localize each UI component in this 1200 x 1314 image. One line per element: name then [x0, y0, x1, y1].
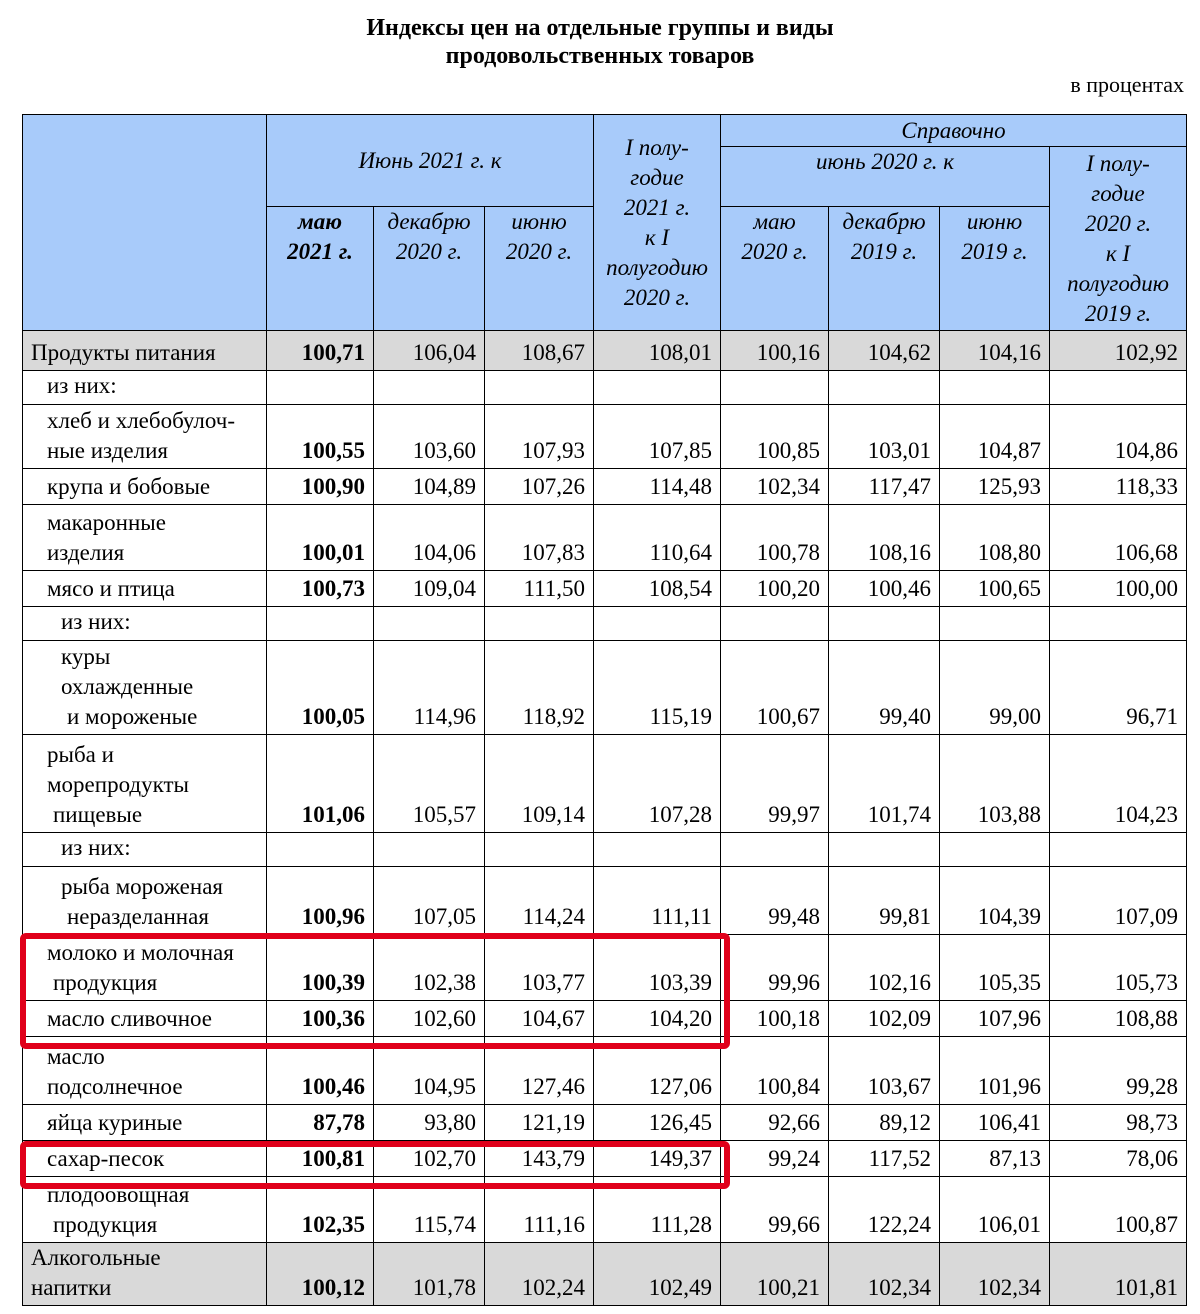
cell-value: 99,24 — [721, 1141, 829, 1177]
table-row — [23, 571, 1187, 607]
cell-value: 102,49 — [594, 1243, 721, 1306]
cell-value: 100,84 — [721, 1037, 829, 1105]
header-col-dec-2020: декабрю 2020 г. — [374, 207, 485, 331]
table-body — [23, 331, 1187, 1306]
cell-value — [374, 607, 485, 641]
cell-value: 114,96 — [374, 641, 485, 735]
row-label: из них: — [23, 607, 267, 641]
cell-value: 104,62 — [829, 331, 940, 371]
cell-value — [594, 833, 721, 867]
cell-value: 100,12 — [267, 1243, 374, 1306]
cell-value — [721, 607, 829, 641]
cell-value — [1050, 607, 1187, 641]
cell-value: 102,09 — [829, 1001, 940, 1037]
cell-value: 106,01 — [940, 1177, 1050, 1243]
cell-value: 125,93 — [940, 469, 1050, 505]
header-col-jun-2019: июню 2019 г. — [940, 207, 1050, 331]
cell-value: 111,11 — [594, 867, 721, 935]
cell-value: 104,95 — [374, 1037, 485, 1105]
table-row — [23, 1243, 1187, 1306]
cell-value: 96,71 — [1050, 641, 1187, 735]
cell-value — [594, 607, 721, 641]
cell-value: 110,64 — [594, 505, 721, 571]
cell-value — [721, 371, 829, 405]
cell-value: 101,06 — [267, 735, 374, 833]
cell-value: 100,67 — [721, 641, 829, 735]
cell-value: 149,37 — [594, 1141, 721, 1177]
cell-value: 99,40 — [829, 641, 940, 735]
cell-value: 104,86 — [1050, 405, 1187, 469]
cell-value: 98,73 — [1050, 1105, 1187, 1141]
cell-value: 103,67 — [829, 1037, 940, 1105]
table-row — [23, 641, 1187, 735]
cell-value — [267, 607, 374, 641]
cell-value: 104,39 — [940, 867, 1050, 935]
header-half-year-2020: I полу- годие 2020 г. к I полугодию 2019 г. — [1050, 147, 1187, 331]
cell-value: 104,16 — [940, 331, 1050, 371]
row-label: сахар-песок — [23, 1141, 267, 1177]
cell-value — [1050, 371, 1187, 405]
cell-value: 104,06 — [374, 505, 485, 571]
cell-value: 100,36 — [267, 1001, 374, 1037]
cell-value: 106,04 — [374, 331, 485, 371]
price-index-table — [22, 114, 1187, 1306]
cell-value: 105,57 — [374, 735, 485, 833]
cell-value: 127,46 — [485, 1037, 594, 1105]
row-label: масло подсолнечное — [23, 1037, 267, 1105]
cell-value: 92,66 — [721, 1105, 829, 1141]
header-col-may-2021: маю 2021 г. — [267, 207, 374, 331]
table-row — [23, 1001, 1187, 1037]
cell-value: 100,73 — [267, 571, 374, 607]
cell-value: 108,67 — [485, 331, 594, 371]
table-row — [23, 867, 1187, 935]
cell-value: 99,81 — [829, 867, 940, 935]
cell-value: 102,34 — [940, 1243, 1050, 1306]
cell-value — [940, 607, 1050, 641]
cell-value: 102,60 — [374, 1001, 485, 1037]
cell-value — [267, 833, 374, 867]
cell-value: 100,16 — [721, 331, 829, 371]
cell-value: 101,74 — [829, 735, 940, 833]
cell-value: 109,14 — [485, 735, 594, 833]
row-label: крупа и бобовые — [23, 469, 267, 505]
cell-value: 100,85 — [721, 405, 829, 469]
header-group-june: Июнь 2021 г. к — [267, 115, 594, 207]
cell-value: 100,90 — [267, 469, 374, 505]
cell-value: 99,00 — [940, 641, 1050, 735]
header-half-year-2021: I полу- годие 2021 г. к I полугодию 2020 г. — [594, 115, 721, 331]
cell-value: 102,35 — [267, 1177, 374, 1243]
cell-value: 127,06 — [594, 1037, 721, 1105]
cell-value: 100,78 — [721, 505, 829, 571]
cell-value: 102,92 — [1050, 331, 1187, 371]
row-label: макаронные изделия — [23, 505, 267, 571]
cell-value — [374, 833, 485, 867]
cell-value: 100,05 — [267, 641, 374, 735]
cell-value — [829, 371, 940, 405]
cell-value: 105,35 — [940, 935, 1050, 1001]
cell-value: 93,80 — [374, 1105, 485, 1141]
cell-value: 100,00 — [1050, 571, 1187, 607]
page-title — [0, 14, 1200, 70]
cell-value: 106,41 — [940, 1105, 1050, 1141]
table-row — [23, 331, 1187, 371]
cell-value: 104,87 — [940, 405, 1050, 469]
cell-value: 103,88 — [940, 735, 1050, 833]
cell-value — [721, 833, 829, 867]
cell-value: 117,52 — [829, 1141, 940, 1177]
cell-value: 115,74 — [374, 1177, 485, 1243]
cell-value: 87,13 — [940, 1141, 1050, 1177]
cell-value: 108,16 — [829, 505, 940, 571]
cell-value: 104,67 — [485, 1001, 594, 1037]
cell-value — [485, 371, 594, 405]
cell-value: 102,24 — [485, 1243, 594, 1306]
cell-value: 107,83 — [485, 505, 594, 571]
cell-value: 100,18 — [721, 1001, 829, 1037]
row-label: куры охлажденные и мороженые — [23, 641, 267, 735]
cell-value: 100,20 — [721, 571, 829, 607]
cell-value: 101,96 — [940, 1037, 1050, 1105]
row-label: рыба мороженая неразделанная — [23, 867, 267, 935]
title-line-2: продовольственных товаров — [445, 43, 755, 69]
cell-value: 100,55 — [267, 405, 374, 469]
cell-value: 100,01 — [267, 505, 374, 571]
cell-value: 99,96 — [721, 935, 829, 1001]
cell-value: 122,24 — [829, 1177, 940, 1243]
cell-value: 100,65 — [940, 571, 1050, 607]
cell-value: 111,50 — [485, 571, 594, 607]
cell-value: 121,19 — [485, 1105, 594, 1141]
table-row — [23, 1177, 1187, 1243]
table-row — [23, 405, 1187, 469]
cell-value: 118,33 — [1050, 469, 1187, 505]
cell-value: 102,38 — [374, 935, 485, 1001]
cell-value: 107,85 — [594, 405, 721, 469]
cell-value: 107,28 — [594, 735, 721, 833]
cell-value — [267, 371, 374, 405]
cell-value: 108,80 — [940, 505, 1050, 571]
cell-value: 118,92 — [485, 641, 594, 735]
row-label: хлеб и хлебобулоч- ные изделия — [23, 405, 267, 469]
cell-value: 107,09 — [1050, 867, 1187, 935]
cell-value: 100,81 — [267, 1141, 374, 1177]
cell-value — [485, 607, 594, 641]
row-label: мясо и птица — [23, 571, 267, 607]
cell-value: 108,01 — [594, 331, 721, 371]
row-label: яйца куриные — [23, 1105, 267, 1141]
cell-value — [374, 371, 485, 405]
cell-value: 104,23 — [1050, 735, 1187, 833]
cell-value: 111,16 — [485, 1177, 594, 1243]
cell-value: 100,21 — [721, 1243, 829, 1306]
table-row — [23, 371, 1187, 405]
header-col-may-2020: маю 2020 г. — [721, 207, 829, 331]
cell-value: 107,96 — [940, 1001, 1050, 1037]
header-reference: Справочно — [721, 115, 1187, 147]
table-row — [23, 735, 1187, 833]
cell-value: 108,54 — [594, 571, 721, 607]
cell-value: 103,60 — [374, 405, 485, 469]
cell-value: 107,26 — [485, 469, 594, 505]
cell-value — [829, 833, 940, 867]
cell-value: 109,04 — [374, 571, 485, 607]
cell-value: 100,39 — [267, 935, 374, 1001]
cell-value: 100,46 — [829, 571, 940, 607]
row-label: рыба и морепродукты пищевые — [23, 735, 267, 833]
cell-value: 107,05 — [374, 867, 485, 935]
cell-value: 99,48 — [721, 867, 829, 935]
cell-value: 99,28 — [1050, 1037, 1187, 1105]
table-row — [23, 505, 1187, 571]
row-label: плодоовощная продукция — [23, 1177, 267, 1243]
cell-value: 111,28 — [594, 1177, 721, 1243]
cell-value: 99,97 — [721, 735, 829, 833]
header-empty-cell — [23, 115, 267, 331]
cell-value: 114,24 — [485, 867, 594, 935]
cell-value: 102,16 — [829, 935, 940, 1001]
cell-value — [1050, 833, 1187, 867]
cell-value: 101,78 — [374, 1243, 485, 1306]
row-label: Алкогольные напитки — [23, 1243, 267, 1306]
table-row — [23, 1105, 1187, 1141]
cell-value: 100,87 — [1050, 1177, 1187, 1243]
cell-value: 117,47 — [829, 469, 940, 505]
cell-value: 126,45 — [594, 1105, 721, 1141]
row-label: Продукты питания — [23, 331, 267, 371]
cell-value: 106,68 — [1050, 505, 1187, 571]
row-label: из них: — [23, 371, 267, 405]
cell-value: 105,73 — [1050, 935, 1187, 1001]
cell-value: 103,77 — [485, 935, 594, 1001]
cell-value: 108,88 — [1050, 1001, 1187, 1037]
cell-value — [940, 833, 1050, 867]
table-row — [23, 1141, 1187, 1177]
cell-value: 99,66 — [721, 1177, 829, 1243]
table-header — [23, 115, 1187, 331]
cell-value: 104,89 — [374, 469, 485, 505]
cell-value: 102,70 — [374, 1141, 485, 1177]
cell-value — [829, 607, 940, 641]
cell-value: 104,20 — [594, 1001, 721, 1037]
cell-value: 100,96 — [267, 867, 374, 935]
cell-value: 102,34 — [721, 469, 829, 505]
cell-value: 89,12 — [829, 1105, 940, 1141]
cell-value: 100,46 — [267, 1037, 374, 1105]
cell-value — [485, 833, 594, 867]
table-row — [23, 469, 1187, 505]
cell-value — [594, 371, 721, 405]
cell-value: 87,78 — [267, 1105, 374, 1141]
row-label: молоко и молочная продукция — [23, 935, 267, 1001]
table-row — [23, 607, 1187, 641]
cell-value: 103,39 — [594, 935, 721, 1001]
cell-value: 107,93 — [485, 405, 594, 469]
table-row — [23, 1037, 1187, 1105]
cell-value: 103,01 — [829, 405, 940, 469]
cell-value: 78,06 — [1050, 1141, 1187, 1177]
cell-value — [940, 371, 1050, 405]
table-row — [23, 935, 1187, 1001]
cell-value: 100,71 — [267, 331, 374, 371]
unit-label: в процентах — [1070, 72, 1184, 97]
title-line-1: Индексы цен на отдельные группы и виды — [366, 15, 834, 41]
cell-value: 101,81 — [1050, 1243, 1187, 1306]
header-col-jun-2020: июню 2020 г. — [485, 207, 594, 331]
header-col-dec-2019: декабрю 2019 г. — [829, 207, 940, 331]
row-label: из них: — [23, 833, 267, 867]
cell-value: 143,79 — [485, 1141, 594, 1177]
cell-value: 102,34 — [829, 1243, 940, 1306]
cell-value: 115,19 — [594, 641, 721, 735]
cell-value: 114,48 — [594, 469, 721, 505]
table-row — [23, 833, 1187, 867]
row-label: масло сливочное — [23, 1001, 267, 1037]
header-ref-june: июнь 2020 г. к — [721, 147, 1050, 207]
